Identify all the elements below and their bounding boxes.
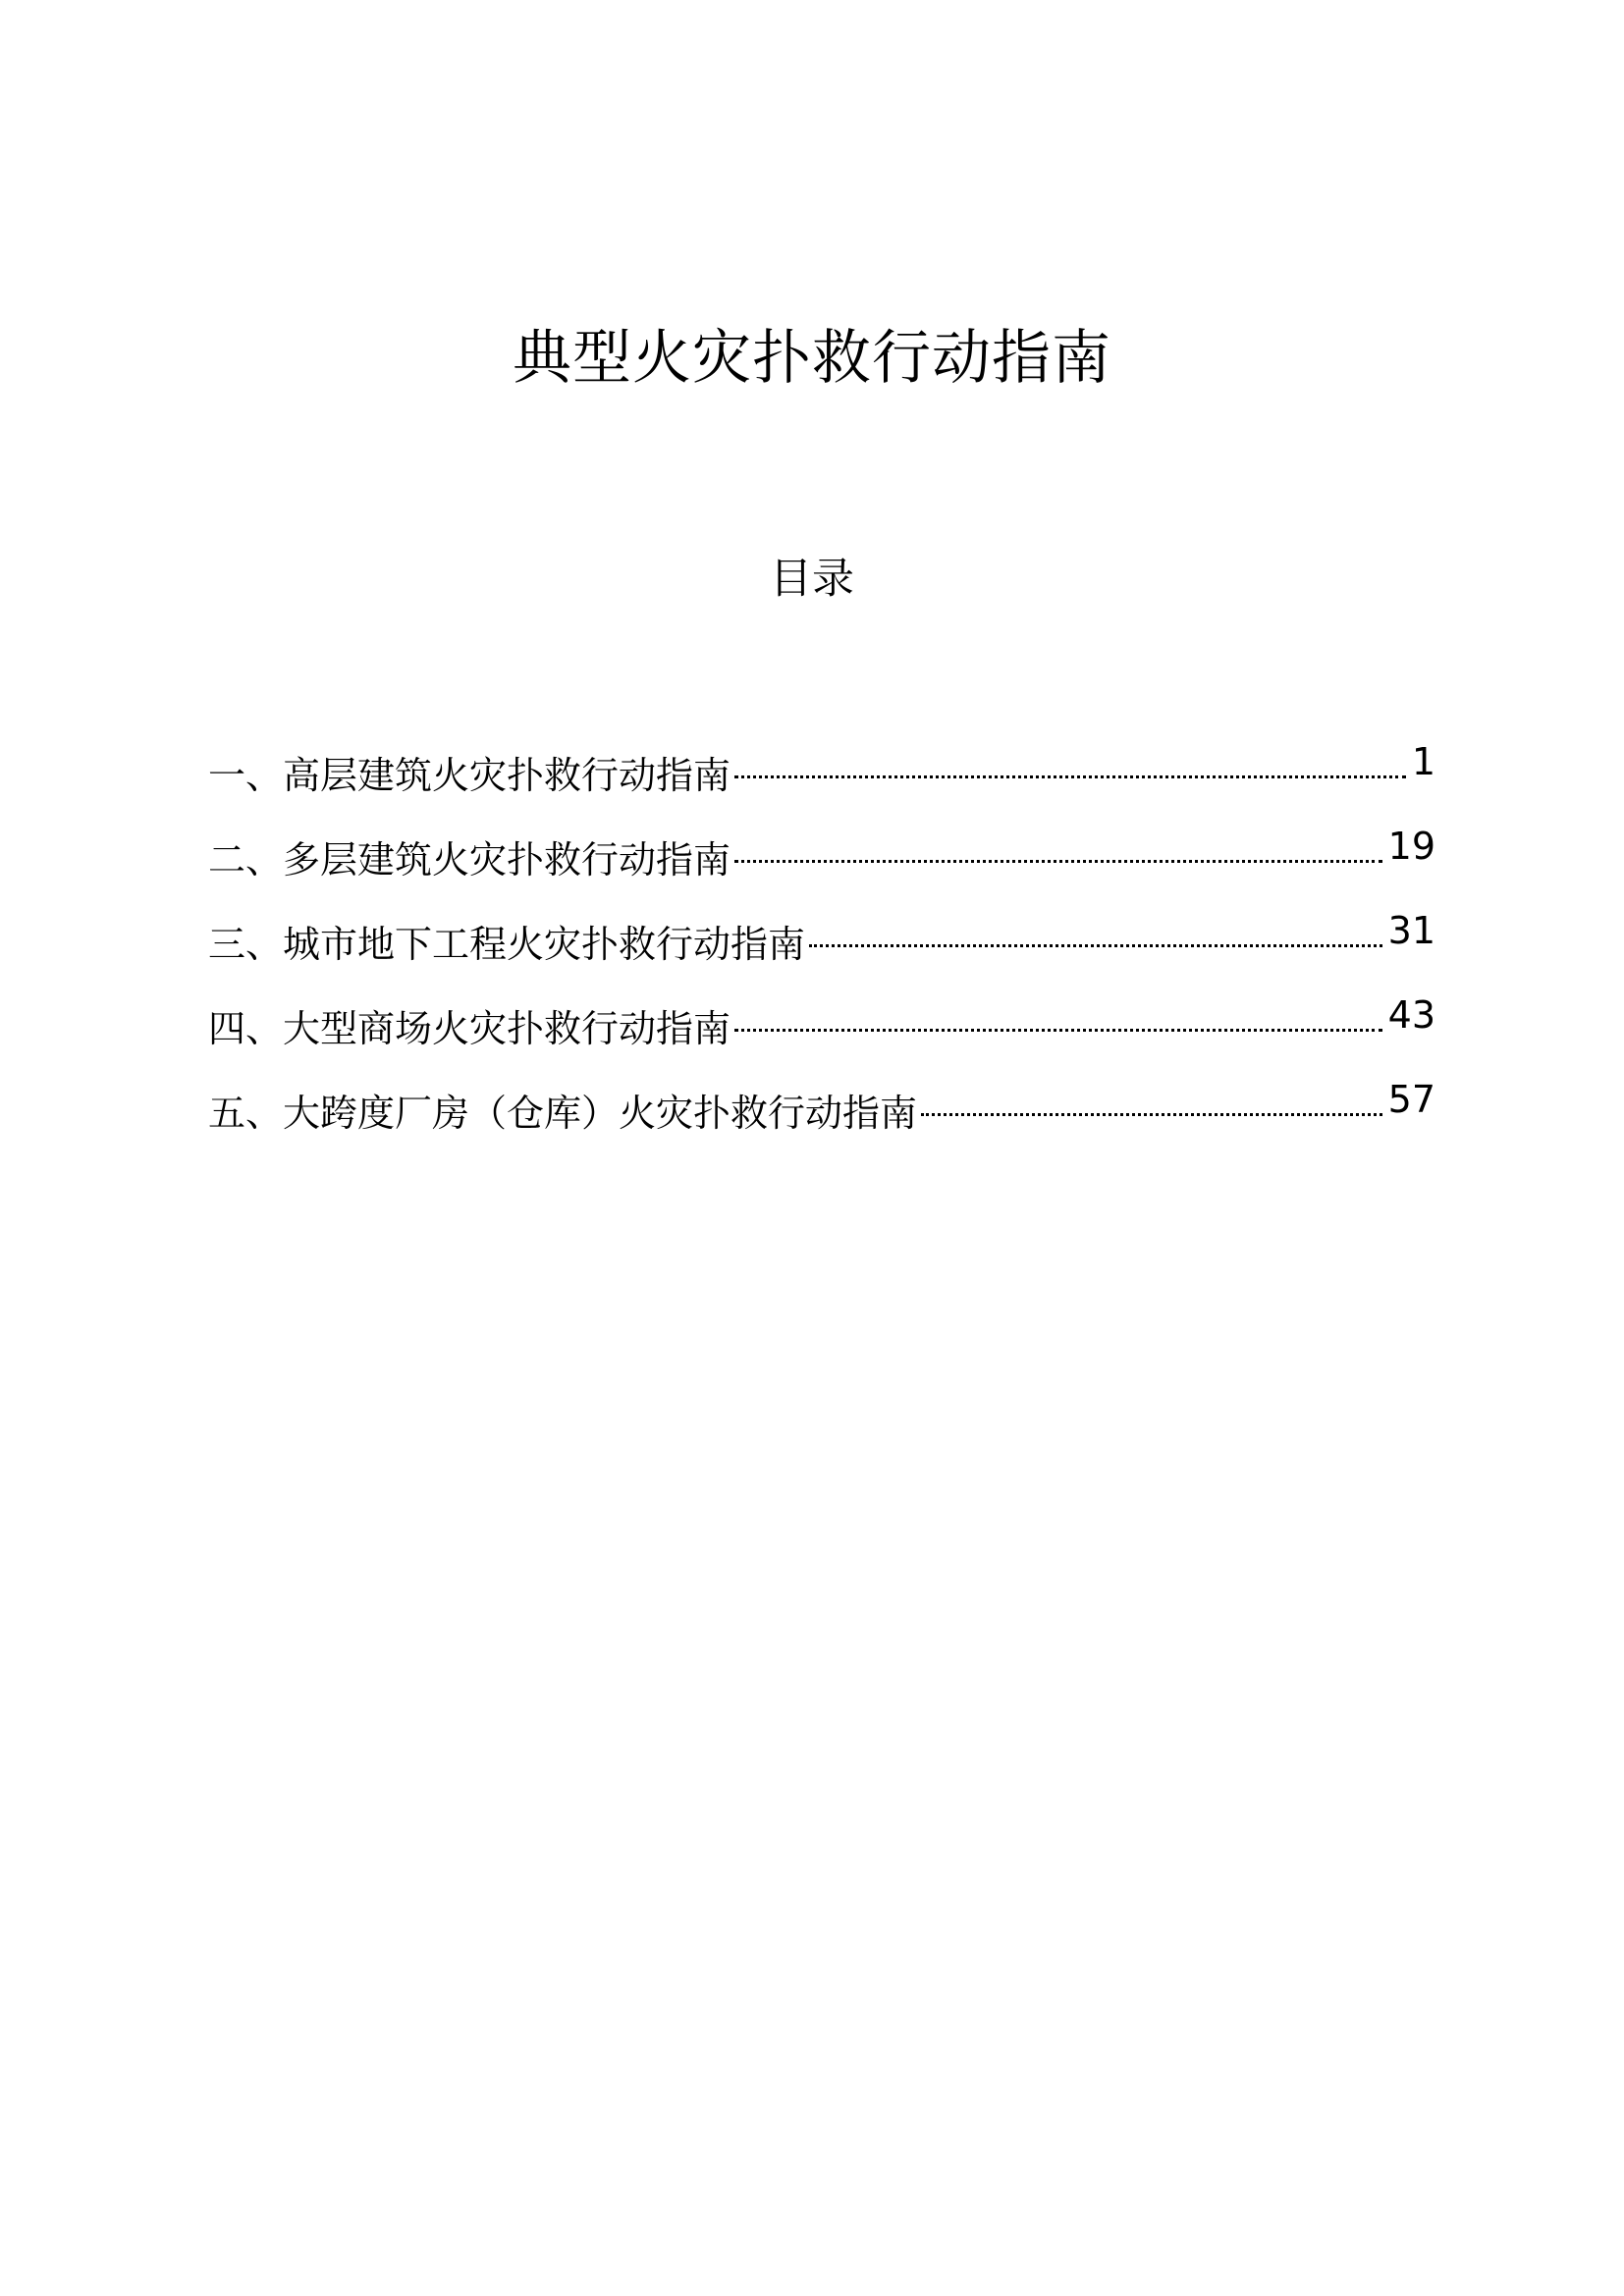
toc-dot-leader	[734, 775, 1406, 778]
toc-entry-4[interactable]	[208, 993, 1435, 1084]
toc-dot-leader	[921, 1113, 1382, 1116]
toc-entry-2[interactable]	[208, 825, 1435, 915]
toc-entry-title: 三、城市地下工程火灾扑救行动指南	[208, 923, 806, 966]
toc-page-number: 19	[1387, 825, 1435, 868]
toc-dot-leader	[809, 944, 1382, 947]
table-of-contents	[208, 740, 1435, 1168]
toc-entry-5[interactable]	[208, 1078, 1435, 1168]
toc-entry-title: 二、多层建筑火灾扑救行动指南	[208, 838, 731, 881]
toc-entry-title: 一、高层建筑火灾扑救行动指南	[208, 754, 731, 797]
toc-entry-title: 五、大跨度厂房（仓库）火灾扑救行动指南	[208, 1092, 918, 1135]
toc-page-number: 43	[1387, 993, 1435, 1037]
toc-page-number: 1	[1411, 740, 1435, 783]
toc-heading: 目录	[770, 555, 854, 604]
toc-page-number: 57	[1387, 1078, 1435, 1121]
toc-dot-leader	[734, 860, 1382, 863]
toc-page-number: 31	[1387, 909, 1435, 952]
document-title: 典型火灾扑救行动指南	[513, 324, 1111, 393]
toc-dot-leader	[734, 1029, 1382, 1032]
toc-entry-1[interactable]	[208, 740, 1435, 830]
toc-entry-3[interactable]	[208, 909, 1435, 999]
toc-entry-title: 四、大型商场火灾扑救行动指南	[208, 1007, 731, 1050]
